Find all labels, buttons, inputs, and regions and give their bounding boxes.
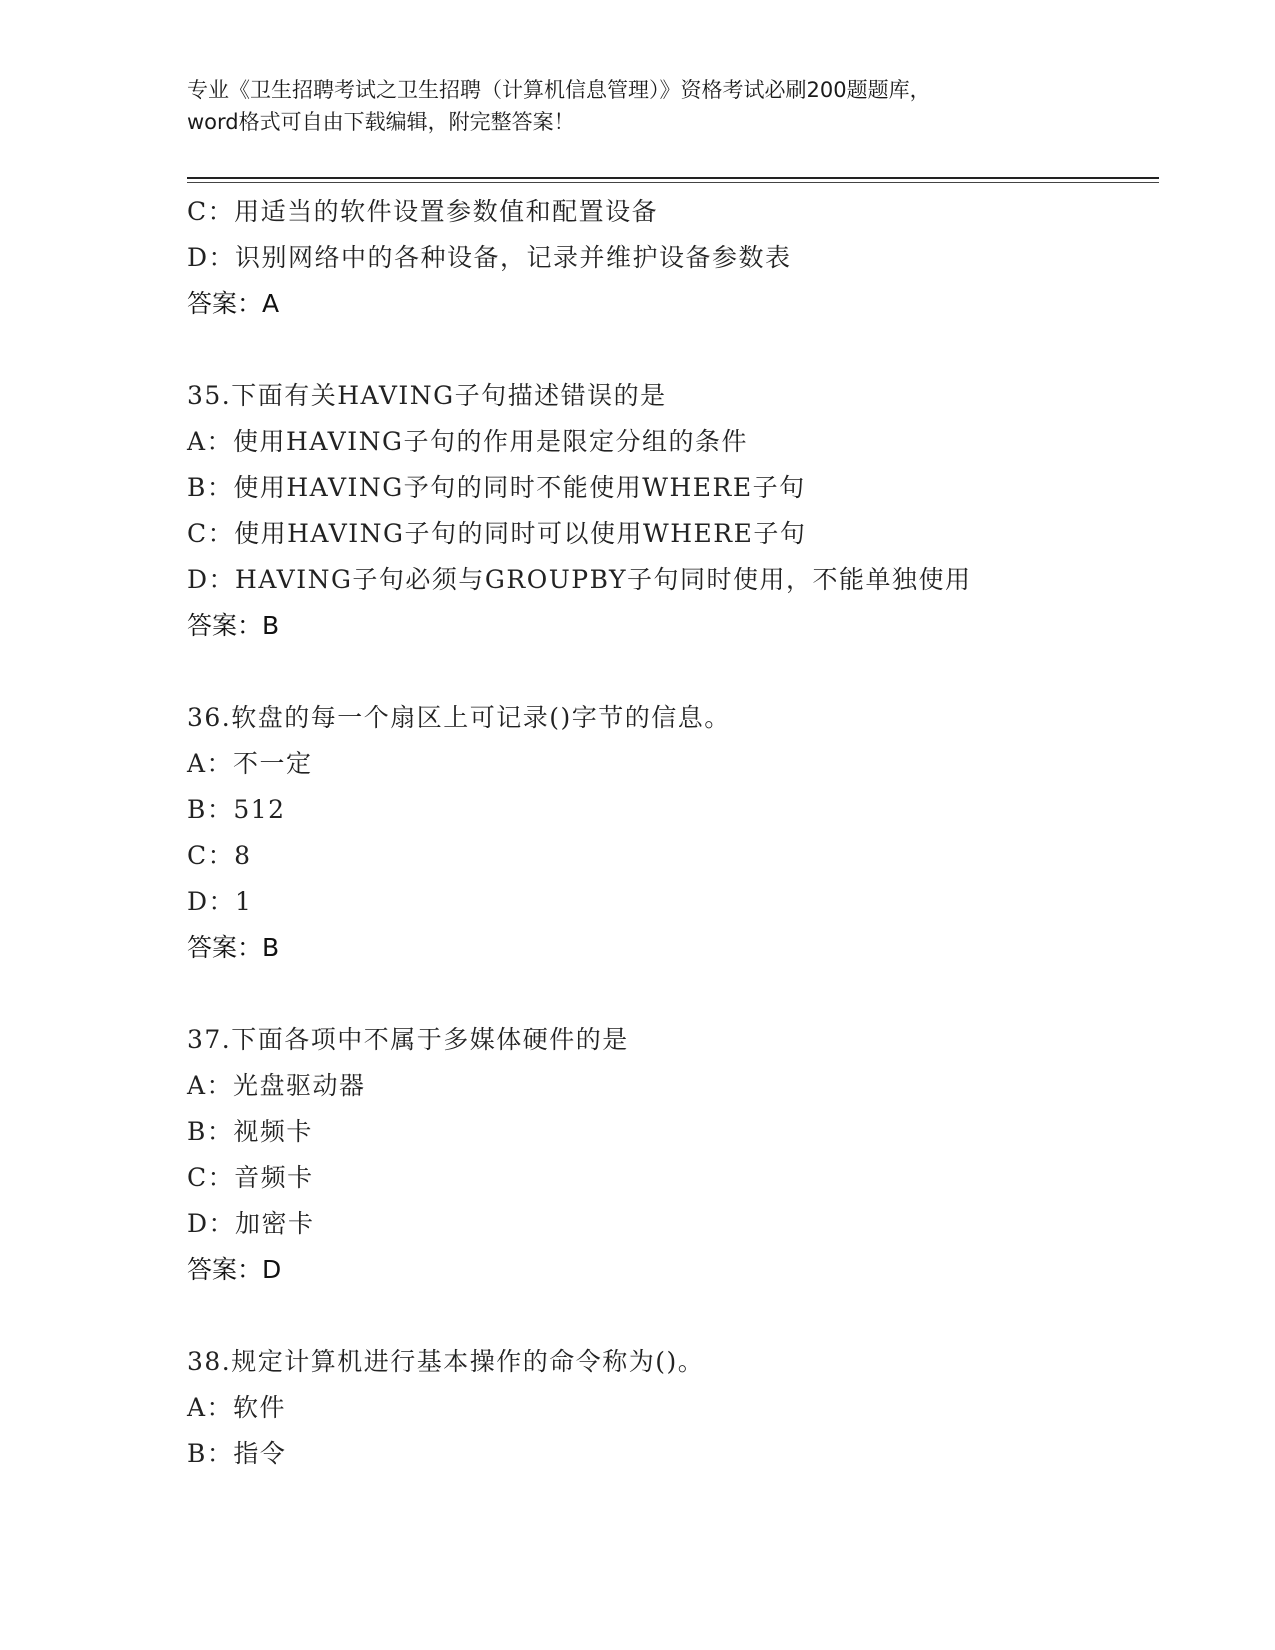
option: C：音频卡: [187, 1163, 314, 1192]
option: D：1: [187, 887, 253, 916]
answer: 答案：A: [187, 289, 280, 318]
question-list: [187, 189, 1157, 1477]
document-header: [187, 74, 1107, 138]
header-line-1: 专业《卫生招聘考试之卫生招聘（计算机信息管理）》资格考试必刷200题题库，: [187, 78, 931, 102]
option: D：加密卡: [187, 1209, 315, 1238]
option: C：用适当的软件设置参数值和配置设备: [187, 197, 659, 226]
option: A：不一定: [187, 749, 313, 778]
question-block: [187, 695, 1157, 971]
option: B：512: [187, 795, 286, 824]
option: D：识别网络中的各种设备，记录并维护设备参数表: [187, 243, 792, 272]
answer: 答案：B: [187, 933, 280, 962]
option: B：指令: [187, 1439, 287, 1468]
option: C：使用HAVING子句的同时可以使用WHERE子句: [187, 519, 807, 548]
header-divider-thick: [187, 177, 1159, 179]
question-block: [187, 1017, 1157, 1293]
option: B：使用HAVING予句的同时不能使用WHERE子句: [187, 473, 806, 502]
question-text: 38.规定计算机进行基本操作的命令称为()。: [187, 1347, 705, 1376]
question-block: [187, 1339, 1157, 1477]
question-text: 36.软盘的每一个扇区上可记录()字节的信息。: [187, 703, 731, 732]
header-line-2: word格式可自由下载编辑，附完整答案！: [187, 110, 575, 134]
option: D：HAVING子句必须与GROUPBY子句同时使用，不能单独使用: [187, 565, 972, 594]
option: C：8: [187, 841, 252, 870]
question-text: 37.下面各项中不属于多媒体硬件的是: [187, 1025, 629, 1054]
answer: 答案：B: [187, 611, 280, 640]
question-text: 35.下面有关HAVING子句描述错误的是: [187, 381, 667, 410]
option: A：使用HAVING子句的作用是限定分组的条件: [187, 427, 748, 456]
answer: 答案：D: [187, 1255, 282, 1284]
header-divider-thin: [187, 182, 1159, 183]
question-block: [187, 189, 1157, 327]
option: A：光盘驱动器: [187, 1071, 366, 1100]
option: B：视频卡: [187, 1117, 313, 1146]
question-block: [187, 373, 1157, 649]
option: A：软件: [187, 1393, 287, 1422]
